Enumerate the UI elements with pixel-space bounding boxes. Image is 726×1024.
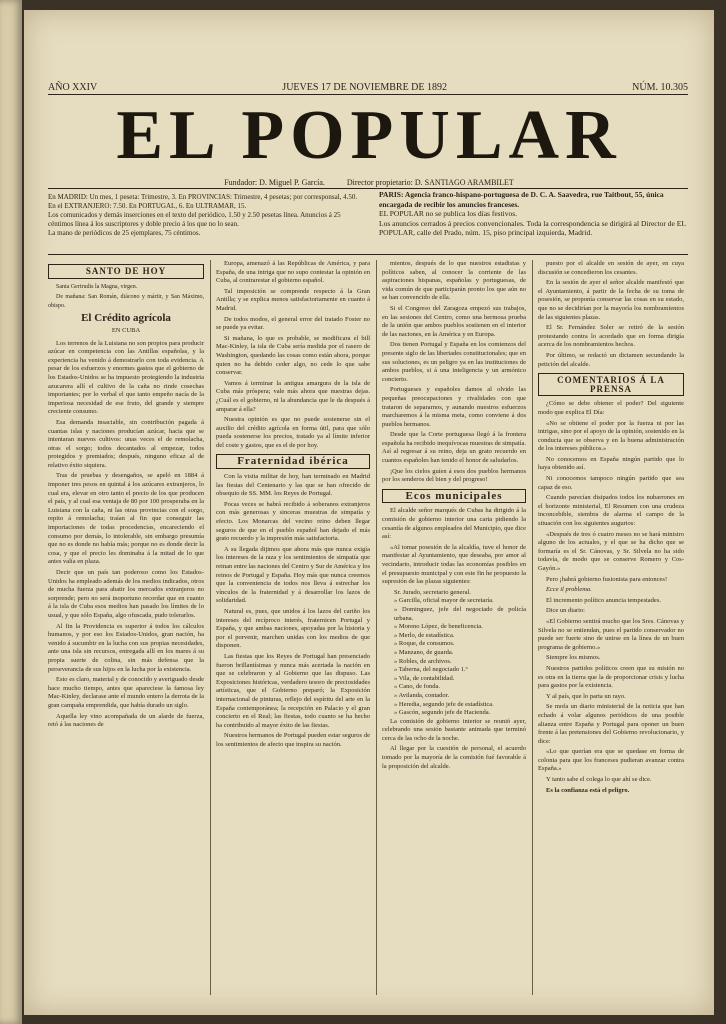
list-item: » Avilanda, contador. xyxy=(394,691,450,699)
list-item: » Cano, de fonda. xyxy=(394,683,441,691)
paragraph: A su llegada dijimos que ahora más que nunca exigía los intereses de la raza y los sentimientos de simpatía que reinan entre las naciones del Centro y Sur de América y los reinos de Portugal y España. Hoy más que nunca creemos que la conveniencia de todos nos lleva á estrechar los vínculos de la fraternidad y á desarrollar los lazos de solidaridad. xyxy=(216,545,370,605)
column-rule xyxy=(376,260,377,995)
column-4 xyxy=(538,260,684,797)
paragraph: Las fiestas que los Reyes de Portugal han presenciado fueron brillantísimas y nunca más acertada la nación en que se celebraron y al Gobierno que las dispuso. Las Exposiciones históricas, verdadero tesoro de preciosidades artísticas, que el Gobierno preparó; la Exposición internacional de pinturas, reflejo del espíritu del arte en la España contemporánea; la recepción en Palacio y el gran concierto en el Real; las fiestas, todo cuanto se ha hecho ha contribuido al mayor éxito de las fiestas. xyxy=(216,652,370,729)
paragraph: En la sesión de ayer el señor alcalde manifestó que el Ayuntamiento, á partir de la fecha de su toma de posesión, se proponía conservar las cosas en su estado, que no se decidirían por la mayoría los nombramientos de las siguientes plazas. xyxy=(538,279,684,321)
paragraph: Esa demanda insaciable, sin contribución pagada á cuantas islas y naciones producían azúcar, hacia que se intentaran nuevos cultivos: unas veces el de remolacha, otras el sorgo; todos decantados al empezar, todos protegidos y premiados; después, ninguno eficaz al de relativo éxito siquiera. xyxy=(48,418,204,469)
saint-title: SANTO DE HOY xyxy=(48,264,204,279)
column-1 xyxy=(48,260,204,732)
list-item: » Moreno López, de beneficencia. xyxy=(394,623,483,631)
paragraph: «No se obtiene el poder por la fuerza ni por las intrigas, sino por el apoyo de la opinión, sostenido en la conducta que se observa y en la buena administración de los intereses públicos.» xyxy=(538,419,684,453)
paragraph: Por último, se redactó un dictamen secundando la petición del alcalde. xyxy=(538,351,684,368)
paragraph: Si mañana, lo que es probable, se modificara el bill Mac-Kinley, la isla de Cuba sería medida por el rasero de Washington, quedando las cosas como están ahora, porque quien no ha debido ceder algo, no cede lo que sabe conservar. xyxy=(216,334,370,377)
paris-agency: PARIS: Agencia franco-hispano-portuguesa de D. C. A. Saavedra, rue Taitbout, 55, única encargada de recibir los anuncios franceses. xyxy=(379,190,664,209)
column-3 xyxy=(382,260,526,773)
list-item: » Vila, de contabilidad. xyxy=(394,674,455,682)
column-2 xyxy=(216,260,370,751)
list-item: » Dominguez, jefe del negociado de policía urbana. xyxy=(394,605,526,622)
paragraph: Esto es claro, material y de conocido y averiguado desde hace mucho tiempo, antes que apareciese la famosa ley Mac-Kinley, declarase ante el mundo entero la derrota de la gran campaña emprendida, que había durado un siglo. xyxy=(48,676,204,709)
holiday-notice: EL POPULAR no se publica los días festivos. xyxy=(379,209,518,218)
paragraph: Cuando parecían disipados todos los nubarrones en el horizonte ministerial, El Resumen con una crudeza inconcebible, siembra de alarma el campo de la situación con los siguientes augurios: xyxy=(538,494,684,528)
paragraph: Siempre los mismos. xyxy=(546,654,601,662)
subscription-rates: En MADRID: Un mes, 1 peseta: Trimestre, 3. En PROVINCIAS: Trimestre, 4 pesetas; por corresponsal, 4.50. En el EXTRANJERO: 7.50. En PORTUGAL, 6. En ULTRAMAR, 15. xyxy=(48,193,358,210)
paragraph: Europa, amenazó á las Repúblicas de América, y para España, de una intriga que no supo contestar la opinión en Cuba, al contrarestar el gobierno español. xyxy=(216,260,370,285)
paragraph: Tras de pruebas y desengaños, se apeló en 1884 á imponer tres pesos en quintal á los azúcares extranjeros, lo cual era, elevar en otro tanto el precio de los que producen el país, y al cual esa ventaja de 80 por 100 prosperaba en la Luisiana con la caña, ni las otras provincias con el sorgo, repito á remolacha; traían al fin que conseguir las importaciones de todas procedencias, encareciendo el consumo por demás, lo intolerable, sin embargo presumía que no es donde no había más; porque no es donde decir la cosa, y que el precio les dominaba á la mitad de lo que antes valía en plaza. xyxy=(48,472,204,566)
ads-notice: Los anuncios cerrados á precios convencionales. Toda la correspondencia se dirigirá al Director de EL POPULAR, calle del Prado, núm. 15, piso principal izquierda, Madrid. xyxy=(379,218,686,237)
list-item: » Roque, de consumos. xyxy=(394,640,455,648)
divider xyxy=(48,188,688,189)
paragraph: Portugueses y españoles damos al olvido las pequeñas preocupaciones y rivalidades con que trataron de separarnos, y aunando nuestros esfuerzos marcharemos á la misma meta, como conviene á dos pueblos hermanos. xyxy=(382,386,526,428)
list-item: » Merlo, de estadística. xyxy=(394,631,455,639)
paragraph: Vamos á terminar la antigua amargura de la isla de Cuba más próspera; vale más ahora que nuestras dejas. ¿Cuál es el gobierno, ni la abundancia que le da después á amparar á ella? xyxy=(216,379,370,413)
article-title: El Crédito agrícola xyxy=(81,312,171,325)
article-title: Fraternidad ibérica xyxy=(216,454,370,469)
paragraph: Y al país, que lo parta un rayo. xyxy=(546,692,626,700)
list-item: » Heredia, segundo jefe de estadística. xyxy=(394,700,494,708)
paragraph: Tal imposición se comprende respecto á la Gran Antilla; y se explica menos satisfactoriamente en cuanto á Madrid. xyxy=(216,287,370,312)
paragraph: Natural es, pues, que unidos á los lazos del cariño los intereses del recíproco interés, fraternicen Portugal y España, y que ambas naciones, apoyadas por la historia y por el porvenir, marchen unidas con los medios de que disponen. xyxy=(216,607,370,650)
owner: Director propietario: D. SANTIAGO ARAMBILET xyxy=(346,178,514,187)
paragraph: El Sr. Fernández Soler se retiró de la sesión protestando contra lo acordado que en forma dirigía acerca de los nombramientos hechos. xyxy=(538,324,684,349)
paragraph: mientos, después de lo que nuestros estadistas y políticos saben, al conocer la corriente de las aspiraciones hispanas, españolas y portuguesas, de vida común de que participarán pronto los que aún no se han convencido de ella. xyxy=(382,260,526,302)
paragraph: Dos tienen Portugal y España en los comienzos del presente siglo de las libertades constitucionales; que en sus soluciones, es un peligro ya en las instituciones de ambos pueblos, si á una inteligencia y un armónico concierto. xyxy=(382,341,526,383)
paragraph: Ni conocemos tampoco ningún partido que sea capaz de eso. xyxy=(538,475,684,491)
year-label: AÑO XXIV xyxy=(48,82,98,93)
paragraph: Dice un diario: xyxy=(546,607,585,615)
subscription-prices xyxy=(48,193,366,238)
paragraph: Los terrenos de la Luisiana no son propios para producir azúcar en competencia con las Antillas españolas, y la experiencia ha venido á demostrarlo con toda evidencia. A pesar de los esfuerzos y enormes gastos que el gobierno de los Estados-Unidos se ha impuesto protegiendo la industria azucarera allí el cultivo de la caña no rinde cosechas importantes; por lo verbal el que tanto empeño nacía de la imperiosa necesidad de ese fruto, del grande y siempre creciente consumo. xyxy=(48,339,204,416)
paragraph: Es la confianza está el peligro. xyxy=(546,786,630,794)
paragraph: Con la visita militar de hoy, han terminado en Madrid las fiestas del Centenario y las que se han ofrecido de obsequio de SS. MM. los Reyes de Portugal. xyxy=(216,473,370,498)
paragraph: Pero ¡habrá gobierno fusionista para entonces! xyxy=(546,575,668,583)
paragraph: Y tanto sabe el colega lo que ahí se dice. xyxy=(546,776,652,784)
paragraph: Desde que la Corte portuguesa llegó á la frontera española ha recibido inequívocas muestras de simpatía. Así al regresar á su reino, deja un grato recuerdo en cuantos españoles han tenido el honor de saludarlos. xyxy=(382,431,526,465)
header-line xyxy=(48,82,688,93)
paragraph: Nuestra opinión es que no puede sostenerse sin el auxilio del crédito agrícola en forma útil, para que sólo pueda sostenerse los precios, tratado ya al límite inferior del coste y gastos, que es el de por hoy. xyxy=(216,416,370,449)
paragraph: ¡Que los cielos guíen á esos dos pueblos hermanos por los senderos del bien y del progreso! xyxy=(382,467,526,484)
paragraph: Se mofa un diario ministerial de la noticia que han echado á volar algunos periódicos de una posible alianza entre España y Portugal para oponer un buen frente á las pretensiones del Gobierno revolucionario, y dice: xyxy=(538,703,684,745)
list-item: » Manzano, de guarda. xyxy=(394,648,454,656)
masthead-title: EL POPULAR xyxy=(116,97,622,174)
paragraph: La comisión de gobierno interior se reunió ayer, celebrando una sesión bastante animada que terminó cerca de las ocho de la noche. xyxy=(382,717,526,742)
column-rule xyxy=(210,260,211,995)
paragraph: Al fin la Providencia es superior á todos los cálculos humanos, y por eso los Estados-Unidos, gran nación, ha venido á sucumbir en la lucha con sus propias necesidades, ante una isla sin recursos, entregada allí en los mares á su propia suerte de colina, sin más defensa que la perseverancia de sus hijos en la lucha por la existencia. xyxy=(48,622,204,673)
publication-notice xyxy=(379,190,689,238)
paragraph: El alcalde señor marqués de Cubas ha dirigido á la comisión de gobierno interior una carta pidiendo la cesantía de algunos empleados del Municipio, que dice así: xyxy=(382,507,526,541)
paragraph: Al llegar por la cuestión de personal, el acuerdo tomado por la mayoría de la comisión fué favorable á la proposición del alcalde. xyxy=(382,745,526,770)
paragraph: Decir que un país tan poderoso como los Estados-Unidos ha empleado además de los medios indicados, otros de mucha fuerza para abatir los mercados extranjeros no sorprende; pero no será inoportuno recordar que en cuanto á la isla de Cuba esos medios han pasado los límites de lo usual, y que sólo España, algo ofuscada, pudo tolerarlos. xyxy=(48,569,204,619)
newspaper-page xyxy=(24,10,714,1015)
list-item: » Robles, de archivos. xyxy=(394,657,452,665)
list-item: » Taberna, del negociado 1.º xyxy=(394,666,468,674)
founders-line xyxy=(54,178,684,187)
paragraph: Pocas veces se habrá recibido á soberanos extranjeros con más generosas y sinceras muestras de simpatía y efecto. Los Monarcas del vecino reino deben llegar seguros de que en el pueblo español han dejado el más grato recuerdo y la impresión más satisfactoria. xyxy=(216,500,370,543)
paragraph: Si el Congreso del Zaragoza empezó sus trabajos, en las sesiones del Centro, como una hermosa prueba de la unión que ambos pueblos sostienen en el interior de las naciones, en la América y en Europa. xyxy=(382,304,526,338)
article-subtitle: EN CUBA xyxy=(111,326,141,334)
paragraph: Ecce il problema. xyxy=(546,586,592,594)
divider xyxy=(48,94,688,95)
saint-text: Santa Gertrudis la Magna, virgen. xyxy=(56,283,138,290)
paragraph: «Lo que querían era que se quedase en forma de colonia para que los franceses pudieran avanzar contra España.» xyxy=(538,748,684,773)
paragraph: De todos modos, el general error del tratado Foster no se puede ya evitar. xyxy=(216,315,370,332)
adjacent-page-edge xyxy=(0,0,22,1024)
cesantes-list xyxy=(382,589,526,718)
paragraph: Aquella ley vino acompañada de un alarde de fuerza, retó á las naciones de xyxy=(48,712,204,729)
paragraph: puesto por el alcalde en sesión de ayer, en cuya discusión se concedieron los cesantes. xyxy=(538,260,684,276)
section-title: COMENTARIOS Á LA PRENSA xyxy=(538,373,684,396)
paragraph: «El Gobierno sentirá mucho que los Sres. Cánovas y Silvela no se entiendan, pues el partido conservador no puede ser fuerte sino de unirse en la línea de un buen programa de gobierno.» xyxy=(538,617,684,651)
column-rule xyxy=(532,260,533,995)
list-item: » Gascón, segundo jefe de Hacienda. xyxy=(394,709,491,717)
issue-number: NÚM. 10.305 xyxy=(632,82,688,93)
insertion-rates: Los comunicados y demás inserciones en el texto del periódico, 1.50 y 2.50 pesetas línea. Anuncios á 25 céntimos línea á los suscriptores y doble precio á los que no lo sean. xyxy=(48,211,341,228)
list-item: » Garcilla, oficial mayor de secretaría. xyxy=(394,597,494,605)
paragraph: Nuestros partidos políticos creen que su misión no es otra en la tierra que la de proporcionar crisis y lucha para gastos por la existencia. xyxy=(538,664,684,690)
founder: Fundador: D. Miguel P. García. xyxy=(224,178,325,187)
date-label: JUEVES 17 DE NOVIEMBRE DE 1892 xyxy=(282,82,448,93)
divider xyxy=(48,254,688,255)
bulk-rates: La mano de periódicos de 25 ejemplares, 75 céntimos. xyxy=(48,229,201,237)
paragraph: El incremento político anuncia tempestades. xyxy=(546,596,661,604)
list-item: Sr. Jurado, secretario general. xyxy=(394,588,471,596)
paragraph: No conocemos en España ningún partido que lo haya obtenido así. xyxy=(538,455,684,472)
paragraph: ¿Cómo se debe obtener el poder? Del siguiente modo que explica El Día: xyxy=(538,400,684,416)
article-title: Ecos municipales xyxy=(382,489,526,504)
saint-text-2: De mañana: San Román, diácono y mártir, y San Máximo, obispo. xyxy=(48,294,204,309)
paragraph: «Al tomar posesión de la alcaldía, tuve el honor de manifestar al Ayuntamiento, que deseaba, por amor al vecindario, introducir todas las economías posibles en el presupuesto municipal y con este fin he propuesto la supresión de las plazas siguientes: xyxy=(382,543,526,586)
paragraph: «Después de tres ó cuatro meses no se hará ministro alguno de los actuales, y el que se ha dicho que se formaría es el Sr. Cánovas, y Sr. Silvela no ha sido todavía, de modo que se conserve Romero y Cos-Gayón.» xyxy=(538,530,684,572)
paragraph: Nuestros hermanos de Portugal pueden estar seguros de los sentimientos de afecto que inspira su nación. xyxy=(216,732,370,748)
